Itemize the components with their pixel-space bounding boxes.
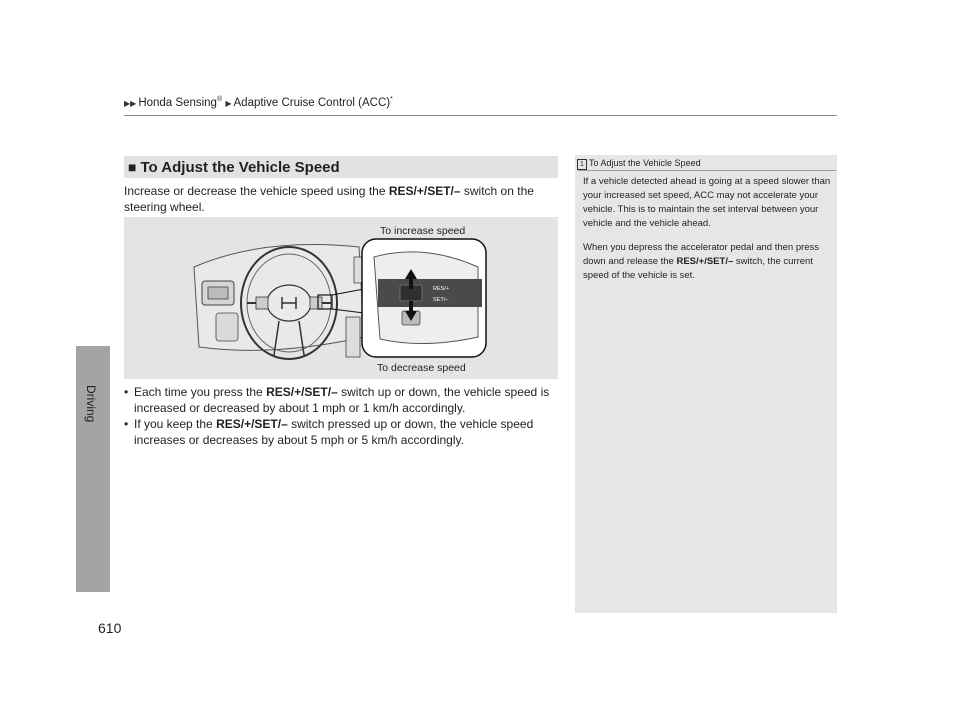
side-tab	[76, 346, 110, 592]
bullet-text-part: If you keep the	[134, 417, 217, 431]
steering-wheel-illustration	[124, 217, 558, 379]
sidebar-paragraph	[583, 241, 831, 283]
sidebar-heading-text: To Adjust the Vehicle Speed	[589, 158, 701, 168]
bullet-text-part: switch up or down, the vehicle speed is increased or decreased by about 1 mph or 1 km/h accordingly.	[134, 385, 550, 415]
optional-mark: *	[390, 96, 393, 103]
callout-increase: To increase speed	[380, 225, 466, 237]
switch-name: RES/+/SET/–	[216, 417, 288, 431]
switch-name: RES/+/SET/–	[388, 184, 461, 198]
side-tab-label: Driving	[84, 385, 98, 423]
bullet-marker: •	[124, 417, 129, 431]
intro-paragraph	[124, 183, 564, 215]
bullet-marker: •	[124, 385, 129, 399]
section-marker-icon: ■	[128, 159, 137, 175]
bullet-list	[124, 384, 564, 448]
list-item	[124, 384, 564, 416]
sidebar-paragraph: If a vehicle detected ahead is going at a speed slower than your increased set speed, ACC may not accelerate your vehicle. This is to maintain the set interval between your vehicle and the vehicle ahead.	[583, 176, 831, 229]
breadcrumb-item-acc: Adaptive Cruise Control (ACC)	[233, 96, 391, 109]
sidebar-body	[583, 175, 831, 293]
callout-decrease: To decrease speed	[377, 362, 466, 374]
switch-name: RES/+/SET/–	[676, 256, 734, 267]
sidebar-rule	[578, 170, 836, 171]
res-plus-label: RES/+	[433, 286, 450, 292]
set-minus-label: SET/–	[433, 297, 449, 303]
bullet-text	[134, 416, 564, 448]
sidebar-heading	[577, 158, 701, 170]
registered-mark: ®	[216, 96, 223, 103]
breadcrumb	[124, 96, 393, 109]
breadcrumb-arrow-icon: ▶▶	[124, 98, 137, 108]
section-title: To Adjust the Vehicle Speed	[140, 158, 340, 176]
bullet-text	[134, 384, 564, 416]
list-item	[124, 416, 564, 448]
bullet-text-part: switch pressed up or down, the vehicle speed increases or decreases by about 5 mph or 5 km/h accordingly.	[134, 417, 534, 447]
switch-name: RES/+/SET/–	[266, 385, 338, 399]
reference-icon: 1	[577, 159, 587, 170]
header-rule	[124, 115, 837, 116]
page-number: 610	[98, 620, 122, 636]
sidebar-text-part: When you depress the accelerator pedal and then press down and release the	[583, 242, 820, 267]
steering-wheel-figure	[124, 217, 558, 379]
breadcrumb-arrow-icon: ▶	[225, 98, 232, 108]
intro-text: switch on the steering wheel.	[124, 184, 534, 214]
intro-text: Increase or decrease the vehicle speed using the	[124, 184, 389, 198]
section-header	[124, 156, 558, 178]
breadcrumb-item-honda-sensing: Honda Sensing	[138, 96, 217, 109]
sidebar-text-part: switch, the current speed of the vehicle is set.	[583, 256, 813, 281]
bullet-text-part: Each time you press the	[134, 385, 267, 399]
